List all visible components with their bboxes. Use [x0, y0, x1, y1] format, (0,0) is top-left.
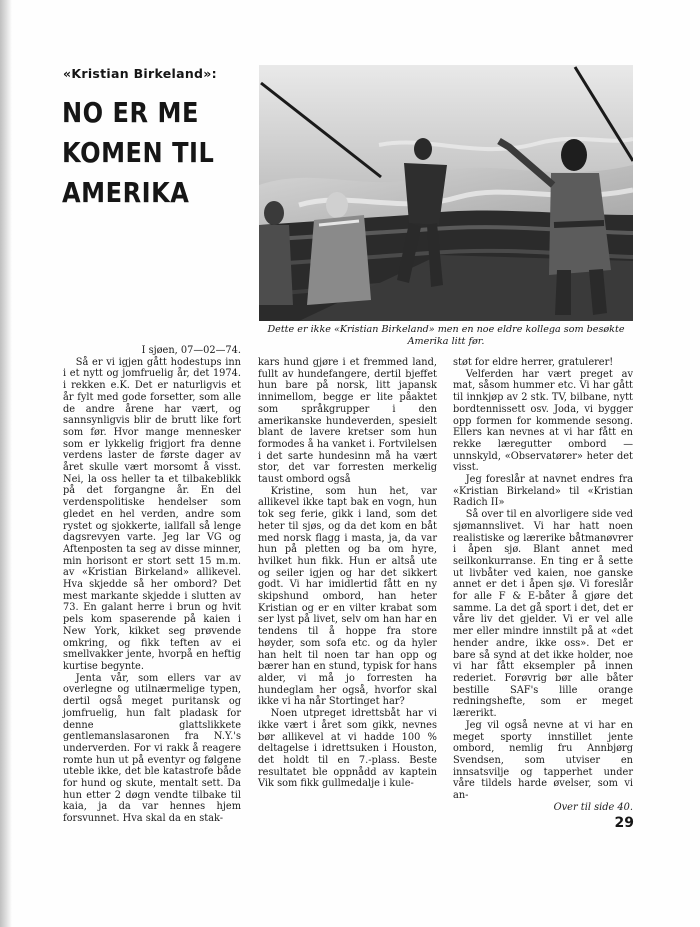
- article-paragraph: støt for eldre herrer, gratulerer!: [453, 357, 614, 368]
- article-paragraph: Velferden har vært preget av mat, såsom hummer etc. Vi har gått til innkjøp av 2 stk. TV, bilbane, nytt bordtennissett osv. Joda, vi bygger opp formen for kommende sesong. Ellers kan nevnes at vi har fått en rekke læregutter ombord — unnskyld, «Observatører» heter det visst.: [453, 368, 633, 474]
- article-paragraph: Så er vi igjen gått hodestups inn i et nytt og jomfruelig år, det 1974. i rekken e.K. Det er naturligvis et år fylt med gode forsetter, som alle de andre årene har vært, og sannsynligvis blir de brutt like fort som før. Hvor mange mennesker som er lykkelig frigjort fra denne verdens laster de første dager av året skulle vært morsomt å visst. Nei, la oss heller ta et tilbakeblikk på det forgangne år. En del verdenspolitiske hendelser som gledet en hel verden, andre som rystet og sjokkerte, iallfall så lenge dagsrevyen varte. Jeg lar VG og Aftenposten ta seg av disse minner, min horisont er stort sett 15 m.m. av «Kristian Birkeland» allikevel. Hva skjedde så her ombord? Det mest markante skjedde i slutten av 73. En galant herre i brun og hvit pels kom spaserende på kaien i New York, kikket seg prøvende omkring, og fikk teften av ei smellvakker jente, hvorpå en heftig kurtise begynte.: [63, 356, 241, 672]
- photo-caption: Dette er ikke «Kristian Birkeland» men en noe eldre kollega som besøkte Amerika litt før.: [267, 324, 625, 347]
- page-binding-shadow: [0, 0, 12, 927]
- headline-line-1: NO ER ME: [62, 96, 199, 129]
- article-paragraph: Kristine, som hun het, var allikevel ikke tapt bak en vogn, hun tok seg ferie, gikk i land, som det heter til sjøs, og da det kom en båt med norsk flagg i masta, ja, da var hun på pletten og ba om hyre, hvilket hun fikk. Hun er altså ute og seiler igjen og har det sikkert godt. Vi har imidlertid fått en ny skipshund ombord, han heter Kristian og er en vilter krabat som ser lyst på livet, selv om han har en tendens til å hoppe fra store høyder, som sofa etc. og da hyler han helt til noen tar han opp og bærer han en stund, typisk for hans alder, vi må jo forresten ha hundeglam her også, hvorfor skal ikke vi ha når Stortinget har?: [258, 485, 437, 708]
- article-paragraph: Noen utpreget idrettsbåt har vi ikke vært i året som gikk, nevnes bør allikevel at vi hadde 100 % deltagelse i idrettsuken i Houston, det holdt til en 7.-plass. Beste resultatet ble oppnådd av kaptein Vik som fikk gullmedalje i kule-: [258, 708, 437, 790]
- article-paragraph: Så over til en alvorligere side ved sjømannslivet. Vi har hatt noen realistiske og lærerike båtmanøvrer i åpen sjø. Blant annet med seilkonkurranse. En ting er å sette ut livbåter ved kaien, noe ganske annet er det i åpen sjø. Vi foreslår for alle F & E-båter å gjøre det samme. La det gå sport i det, det er våre liv det gjelder. Vi er vel alle mer eller mindre innstilt på at «det hender andre, ikke oss». Det er bare så synd at det ikke holder, noe vi har fått eksempler på innen rederiet. Forøvrig bør alle båter bestille SAF's lille orange redningshefte, som er meget lærerikt.: [453, 509, 633, 720]
- article-column-1: [63, 345, 241, 825]
- viking-ship-illustration: [259, 65, 633, 321]
- article-headline: [62, 93, 227, 213]
- article-column-3: [453, 357, 633, 813]
- article-paragraph: Jeg foreslår at navnet endres fra «Kristian Birkeland» til «Kristian Radich II»: [453, 474, 633, 509]
- article-kicker: «Kristian Birkeland»:: [63, 66, 217, 81]
- headline-line-3: AMERIKA: [62, 176, 190, 209]
- article-paragraph: Jeg vil også nevne at vi har en meget sporty innstillet jente ombord, nemlig fru Annbjørg Svendsen, som utviser en innsatsvilje og tapperhet under våre tildels harde øvelser, som vi an-: [453, 719, 633, 802]
- article-column-2: [258, 357, 437, 790]
- page-number: 29: [614, 815, 634, 831]
- article-paragraph: Jenta vår, som ellers var av overlegne og utilnærmelige typen, dertil også meget puritansk og jomfruelig, hun falt pladask for denne glattslikkete gentlemanslasaronen fra N.Y.'s underverden. For vi rakk å reagere romte hun ut på eventyr og følgene uteble ikke, det ble katastrofe både for hund og skute, mentalt sett. Da hun etter 2 døgn vendte tilbake til kaia, ja da var hennes hjem forsvunnet. Hva skal da en stak-: [63, 672, 241, 825]
- article-paragraph: kars hund gjøre i et fremmed land, fullt av hundefangere, dertil bjeffet hun bare på norsk, litt japansk innimellom, begge er lite påaktet som språkgrupper i den amerikanske hundeverden, spesielt blant de lavere kretser som hun formodes å ha vanket i. Fortvilelsen i det sarte hundesinn må ha vært stor, det var forresten merkelig taust ombord også: [258, 357, 437, 486]
- article-dateline: I sjøen, 07—02—74.: [141, 345, 241, 356]
- continued-note: Over til side 40.: [553, 801, 633, 813]
- headline-line-2: KOMEN TIL: [62, 136, 215, 169]
